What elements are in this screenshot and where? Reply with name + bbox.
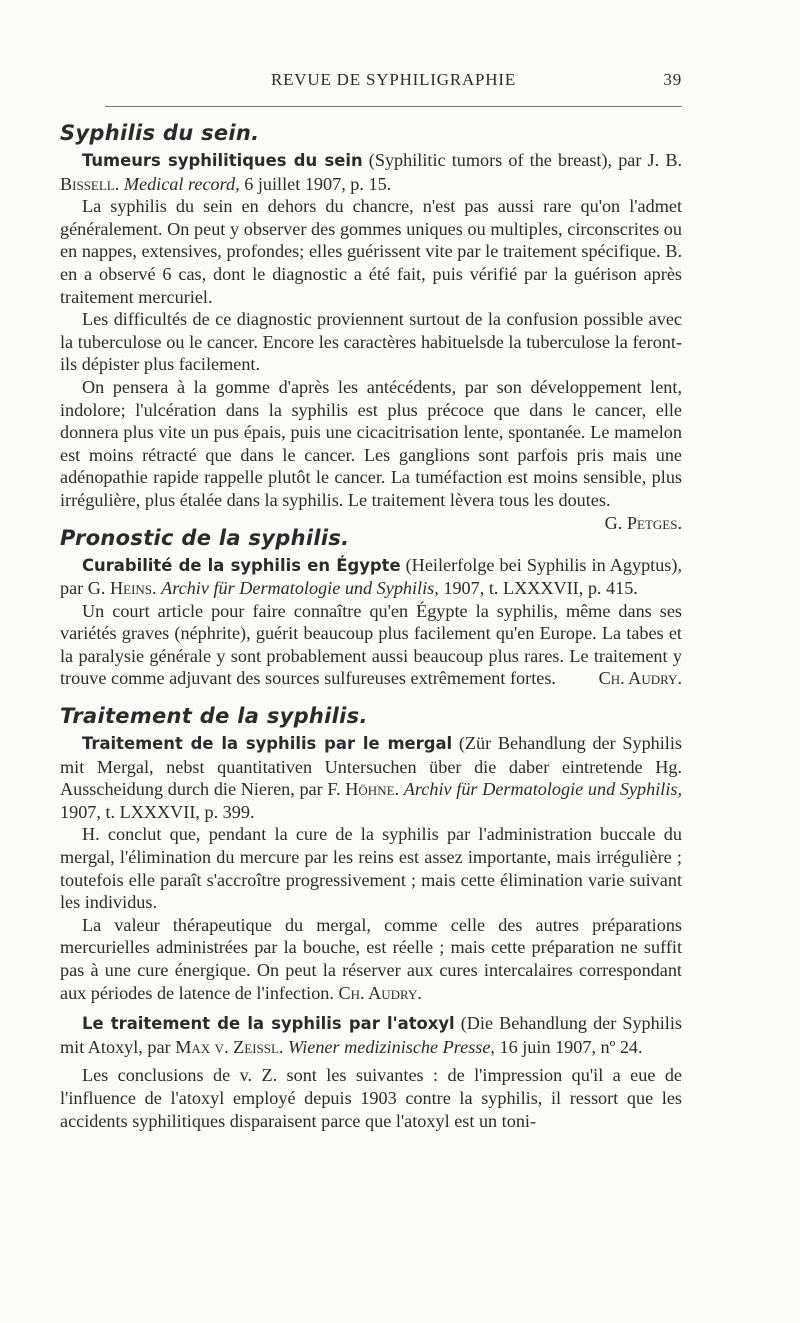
journal-name: Archiv für Dermatologie und Syphilis, xyxy=(161,578,439,599)
paragraph: La valeur thérapeutique du mergal, comme celle des autres préparations mercurielles administrées par la bouche, est réelle ; mais cette préparation ne suffit pas à une cure énergique. On peut la réserver aux cures intercalaires correspondant aux périodes de latence de l'infection. Ch. Audry. xyxy=(60,914,682,1003)
article-title: Le traitement de la syphilis par l'atoxyl xyxy=(82,1014,455,1034)
running-title: REVUE DE SYPHILIGRAPHIE xyxy=(270,70,517,89)
article-title: Curabilité de la syphilis en Égypte xyxy=(82,555,401,575)
running-head xyxy=(105,68,682,92)
signature: Ch. Audry. xyxy=(338,982,422,1003)
article-title: Tumeurs syphilitiques du sein xyxy=(82,151,363,170)
author-name: Heins. xyxy=(110,578,157,599)
article-reference xyxy=(60,554,682,600)
article-reference xyxy=(60,149,682,195)
paragraph: On pensera à la gomme d'après les antécédents, par son développement lent, indolore; l'ulcération dans la syphilis est plus précoce que dans le cancer, elle donnera plus vite un pus épais, puis une cicacitrisation lente, spontanée. Le mamelon est moins rétracté que dans le cancer. Les ganglions sont parfois pris mais une adénopathie rapide rappelle plutôt le cancer. La tuméfaction est moins sensible, plus irrégulière, plus étalée dans la syphilis. Le traitement lèvera tous les doutes. G. Petges. xyxy=(60,376,682,533)
journal-name: Archiv für Dermatologie und Syphilis, xyxy=(403,779,683,800)
journal-name: Wiener medizinische Presse, xyxy=(288,1036,495,1057)
author-name: Bissell. xyxy=(60,173,120,194)
reference-text: (Heilerfolge bei Syphilis in Agyptus), par G. xyxy=(60,554,682,599)
reference-text: (Zür Behandlung der Syphilis mit Mergal, nebst quantitativen Untersuchen über die daber eintretende Hg. Ausscheidung durch die Nieren, par F. xyxy=(60,733,682,800)
paragraph: La syphilis du sein en dehors du chancre, n'est pas aussi rare qu'on l'admet généralement. On peut y observer des gommes uniques ou multiples, circonscrites ou en nappes, extensives, profondes; elles guérissent vite par le traitement spécifique. B. en a observé 6 cas, dont le diagnostic a été fait, puis vérifié par la guérison après traitement mercuriel. xyxy=(60,196,682,307)
section-title-traitement: Traitement de la syphilis. xyxy=(60,704,368,729)
section-title-pronostic: Pronostic de la syphilis. xyxy=(60,525,350,550)
header-rule xyxy=(105,106,682,107)
section-title-syphilis-du-sein: Syphilis du sein. xyxy=(60,121,260,145)
page-number: 39 xyxy=(663,70,682,89)
signature: G. Petges. xyxy=(604,512,682,533)
reference-details: 16 juin 1907, nº 24. xyxy=(494,1036,643,1057)
author-name: Höhne. xyxy=(345,779,400,800)
paragraph: H. conclut que, pendant la cure de la syphilis par l'administration buccale du mergal, l'élimination du mercure par les reins est assez importante, mais irrégulière ; toutefois elle paraît s'accroître progressivement ; mais cette élimination varie suivant les individus. xyxy=(60,824,682,913)
reference-details: 6 juillet 1907, p. 15. xyxy=(239,173,392,194)
reference-details: 1907, t. LXXXVII, p. 415. xyxy=(438,578,638,599)
signature: Ch. Audry. xyxy=(598,668,682,689)
article-reference xyxy=(60,732,682,823)
journal-name: Medical record, xyxy=(123,173,240,194)
article-title: Traitement de la syphilis par le mergal xyxy=(82,734,453,754)
reference-details: 1907, t. LXXXVII, p. 399. xyxy=(60,801,255,822)
reference-text: (Syphilitic tumors of the breast), par J. B. xyxy=(362,150,682,170)
author-name: Max v. Zeissl. xyxy=(175,1036,284,1057)
paragraph: Les conclusions de v. Z. sont les suivantes : de l'impression qu'il a eue de l'influence de l'atoxyl employé depuis 1903 contre la syphilis, il ressort que les accidents syphilitiques disparaisent parce que l'atoxyl est un toni- xyxy=(60,1065,682,1131)
paragraph: Les difficultés de ce diagnostic proviennent surtout de la confusion possible avec la tuberculose ou le cancer. Encore les caractères habituelsde la tuberculose la feront-ils dépister plus facilement. xyxy=(60,309,682,375)
reference-text: (Die Behandlung der Syphilis mit Atoxyl, par xyxy=(60,1013,682,1057)
paragraph: Un court article pour faire connaître qu'en Égypte la syphilis, même dans ses variétés graves (néphrite), guérit beaucoup plus facilement qu'en Europe. La tabes et la paralysie générale y sont probablement aussi beaucoup plus rares. Le traitement y trouve comme adjuvant des sources sulfureuses extrêmement fortes. Ch. Audry. xyxy=(60,600,682,689)
article-reference xyxy=(60,1012,682,1058)
